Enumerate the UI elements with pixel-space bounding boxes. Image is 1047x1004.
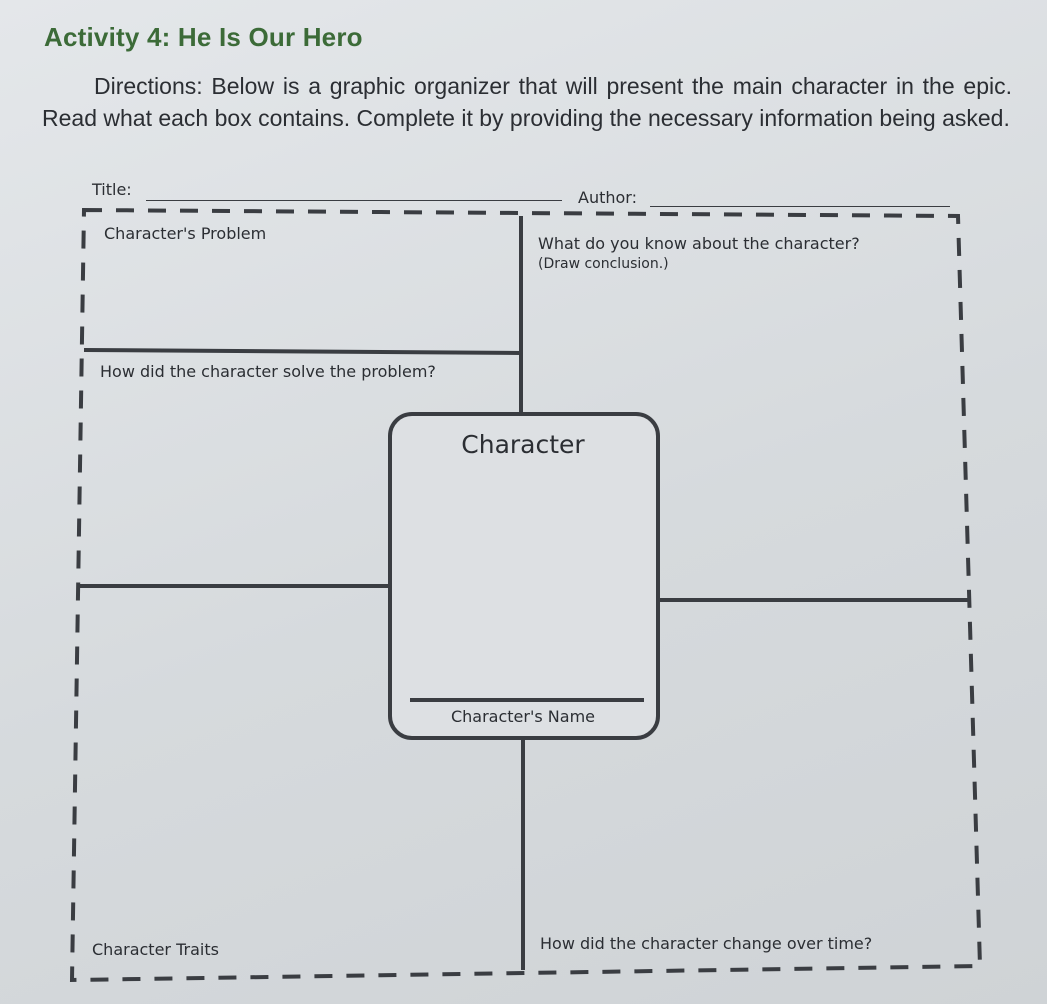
character-change-label: How did the character change over time? — [540, 934, 873, 953]
draw-conclusion-label: (Draw conclusion.) — [538, 256, 669, 272]
activity-title: Activity 4: He Is Our Hero — [44, 22, 363, 52]
character-problem-label: Character's Problem — [104, 224, 267, 243]
know-character-label: What do you know about the character? — [538, 234, 860, 253]
character-title: Character — [461, 430, 585, 459]
character-traits-label: Character Traits — [92, 940, 219, 959]
character-box — [390, 414, 658, 738]
divider-problem-solve — [84, 350, 521, 353]
directions-body: Directions: Below is a graphic organizer that will present the main character in the epic. Read what each box contains. Complete it by providing the necessary information being asked. — [42, 73, 1012, 131]
title-label: Title: — [92, 180, 132, 199]
character-name-label: Character's Name — [450, 707, 595, 726]
solve-problem-label: How did the character solve the problem? — [100, 362, 436, 381]
author-label: Author: — [578, 188, 637, 207]
